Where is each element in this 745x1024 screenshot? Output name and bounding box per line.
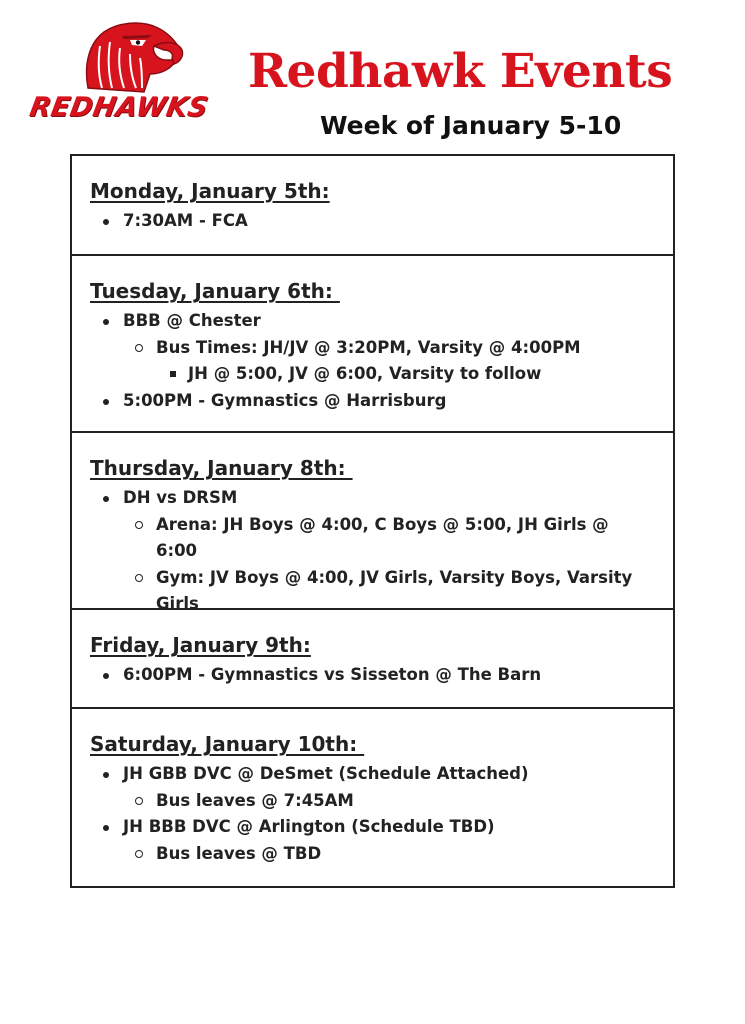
event-item (90, 761, 653, 814)
logo-wordmark: REDHAWKS (27, 92, 211, 123)
event-text: BBB @ Chester (123, 311, 261, 330)
event-subitem (123, 565, 653, 618)
day-heading: Saturday, January 10th: (90, 732, 365, 756)
event-sublist (123, 512, 653, 618)
event-subtext: Bus leaves @ TBD (156, 843, 322, 863)
event-item (90, 308, 653, 388)
page-title: Redhawk Events (248, 44, 673, 99)
event-item (90, 485, 653, 618)
event-subitem (123, 788, 653, 815)
event-subitem (123, 335, 653, 388)
day-heading: Thursday, January 8th: (90, 456, 353, 480)
event-text: JH BBB DVC @ Arlington (Schedule TBD) (123, 817, 495, 836)
event-text: JH GBB DVC @ DeSmet (Schedule Attached) (123, 764, 529, 783)
event-item (90, 208, 653, 235)
day-heading: Tuesday, January 6th: (90, 279, 340, 303)
event-detail-text: JH @ 5:00, JV @ 6:00, Varsity to follow (188, 364, 542, 383)
event-text: 7:30AM - FCA (123, 211, 248, 230)
event-text: 5:00PM - Gymnastics @ Harrisburg (123, 390, 447, 410)
day-section-saturday (72, 707, 673, 886)
event-subtext: Arena: JH Boys @ 4:00, C Boys @ 5:00, JH Girls @ 6:00 (156, 514, 609, 560)
redhawk-head-icon (26, 16, 226, 96)
day-section-friday (72, 608, 673, 707)
event-list (90, 761, 653, 867)
event-list (90, 662, 653, 689)
event-text: DH vs DRSM (123, 488, 238, 507)
event-list (90, 208, 653, 235)
redhawks-logo (26, 16, 226, 128)
event-list (90, 485, 653, 618)
event-subtext: Gym: JV Boys @ 4:00, JV Girls, Varsity Boys, Varsity Girls (156, 567, 633, 613)
day-section-thursday (72, 431, 673, 613)
event-subitem (123, 841, 653, 868)
event-subtext: Bus Times: JH/JV @ 3:20PM, Varsity @ 4:00PM (156, 337, 581, 357)
day-heading: Friday, January 9th: (90, 633, 311, 657)
event-item (90, 388, 653, 415)
event-sublist (123, 335, 653, 388)
event-text: 6:00PM - Gymnastics vs Sisseton @ The Barn (123, 665, 542, 684)
schedule-table (70, 154, 675, 888)
day-section-monday (72, 156, 673, 254)
page-subtitle: Week of January 5-10 (320, 111, 622, 140)
event-detail-item (156, 361, 653, 388)
event-subtext: Bus leaves @ 7:45AM (156, 790, 354, 810)
day-heading: Monday, January 5th: (90, 179, 330, 203)
event-sublist (123, 788, 653, 815)
event-item (90, 662, 653, 689)
event-item (90, 814, 653, 867)
event-subitem (123, 512, 653, 565)
event-detail-list (156, 361, 653, 388)
event-list (90, 308, 653, 414)
day-section-tuesday (72, 254, 673, 431)
event-sublist (123, 841, 653, 868)
